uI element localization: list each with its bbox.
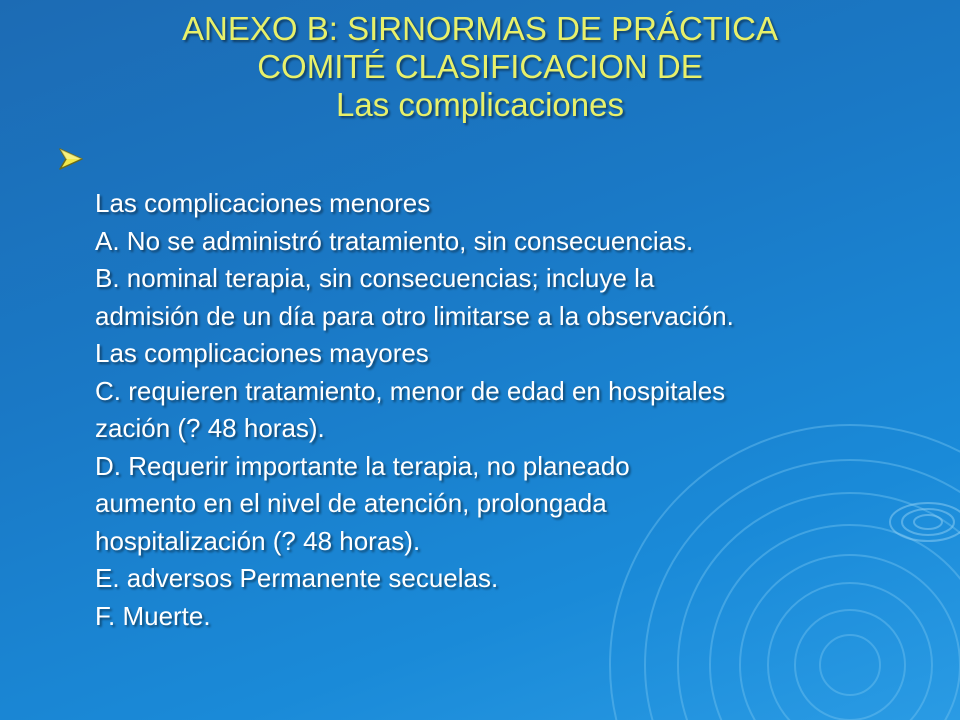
body-line-4: admisión de un día para otro limitarse a la observación. (95, 300, 734, 331)
body-line-9: aumento en el nivel de atención, prolongada (95, 488, 607, 518)
body-line-1: Las complicaciones menores (95, 188, 431, 218)
slide-title (60, 10, 900, 124)
body-line-2: A. No se administró tratamiento, sin consecuencias. (95, 225, 694, 256)
title-line-1: ANEXO B: SIRNORMAS DE PRÁCTICA (182, 10, 778, 47)
body-line-12: F. Muerte. (95, 600, 211, 631)
body-line-3: B. nominal terapia, sin consecuencias; incluye la (95, 263, 655, 293)
body-line-11: E. adversos Permanente secuelas. (95, 563, 499, 593)
body-line-5: Las complicaciones mayores (95, 338, 429, 368)
arrow-bullet-icon (56, 144, 86, 174)
body-line-8: D. Requerir importante la terapia, no planeado (95, 450, 630, 481)
title-line-3: Las complicaciones (336, 86, 624, 123)
body-line-6: C. requieren tratamiento, menor de edad en hospitales (95, 375, 726, 406)
title-line-2: COMITÉ CLASIFICACION DE (257, 48, 703, 85)
bullet-content (95, 185, 935, 635)
body-line-10: hospitalización (? 48 horas). (95, 525, 421, 556)
body-line-7: zación (? 48 horas). (95, 413, 325, 443)
